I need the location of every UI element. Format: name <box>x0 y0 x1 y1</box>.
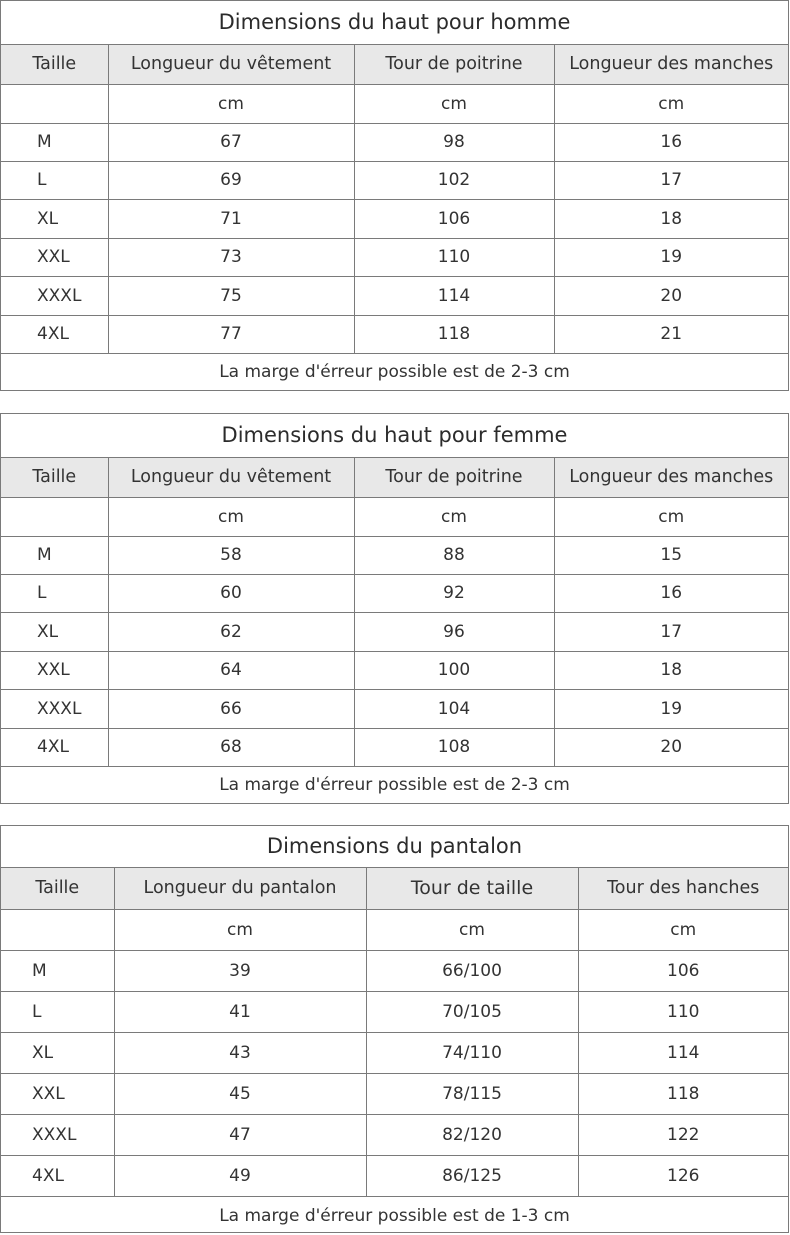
size-table-women-top <box>0 413 789 804</box>
tolerance-note: La marge d'érreur possible est de 2-3 cm <box>219 361 570 382</box>
value-cell: 64 <box>108 651 354 689</box>
unit-cell: cm <box>108 497 354 536</box>
header-row <box>1 458 788 497</box>
unit-cell <box>1 497 108 536</box>
unit-cell: cm <box>366 909 578 950</box>
value-cell: 96 <box>354 612 554 651</box>
table-row <box>1 612 788 651</box>
value-cell: 20 <box>554 728 788 766</box>
table-row <box>1 1073 788 1114</box>
size-table-pants <box>0 825 789 1233</box>
table-row <box>1 161 788 199</box>
size-cell: L <box>1 991 114 1032</box>
value-cell: 58 <box>108 536 354 574</box>
table-row <box>1 536 788 574</box>
table-row <box>1 238 788 276</box>
size-cell: XXXL <box>1 276 108 315</box>
size-cell: 4XL <box>1 728 108 766</box>
unit-cell: cm <box>354 84 554 123</box>
header-cell: Longueur des manches <box>554 458 788 497</box>
size-cell: XXXL <box>1 689 108 728</box>
unit-cell <box>1 909 114 950</box>
value-cell: 88 <box>354 536 554 574</box>
header-row <box>1 45 788 84</box>
value-cell: 41 <box>114 991 366 1032</box>
size-cell: 4XL <box>1 315 108 353</box>
table-row <box>1 276 788 315</box>
size-grid <box>1 868 788 1197</box>
unit-row <box>1 909 788 950</box>
size-cell: L <box>1 574 108 612</box>
value-cell: 110 <box>578 991 788 1032</box>
table-title: Dimensions du haut pour femme <box>1 414 788 458</box>
value-cell: 74/110 <box>366 1032 578 1073</box>
table-row <box>1 651 788 689</box>
value-cell: 67 <box>108 123 354 161</box>
value-cell: 78/115 <box>366 1073 578 1114</box>
value-cell: 92 <box>354 574 554 612</box>
value-cell: 98 <box>354 123 554 161</box>
value-cell: 17 <box>554 612 788 651</box>
table-row <box>1 574 788 612</box>
size-cell: XXL <box>1 238 108 276</box>
header-cell: Longueur du vêtement <box>108 458 354 497</box>
unit-row <box>1 497 788 536</box>
value-cell: 77 <box>108 315 354 353</box>
header-cell: Taille <box>1 458 108 497</box>
unit-cell: cm <box>554 84 788 123</box>
value-cell: 17 <box>554 161 788 199</box>
value-cell: 75 <box>108 276 354 315</box>
value-cell: 108 <box>354 728 554 766</box>
table-row <box>1 199 788 238</box>
header-cell: Tour de poitrine <box>354 45 554 84</box>
unit-cell: cm <box>354 497 554 536</box>
table-row <box>1 1032 788 1073</box>
value-cell: 118 <box>354 315 554 353</box>
value-cell: 104 <box>354 689 554 728</box>
value-cell: 102 <box>354 161 554 199</box>
value-cell: 118 <box>578 1073 788 1114</box>
size-cell: XL <box>1 612 108 651</box>
value-cell: 21 <box>554 315 788 353</box>
size-grid <box>1 45 788 354</box>
tolerance-note: La marge d'érreur possible est de 2-3 cm <box>219 774 570 795</box>
unit-cell <box>1 84 108 123</box>
table-row <box>1 1114 788 1155</box>
table-row <box>1 315 788 353</box>
value-cell: 20 <box>554 276 788 315</box>
header-cell: Taille <box>1 868 114 909</box>
value-cell: 45 <box>114 1073 366 1114</box>
size-grid <box>1 458 788 767</box>
value-cell: 19 <box>554 689 788 728</box>
value-cell: 100 <box>354 651 554 689</box>
size-cell: M <box>1 536 108 574</box>
value-cell: 106 <box>578 950 788 991</box>
size-cell: XXXL <box>1 1114 114 1155</box>
table-row <box>1 1155 788 1196</box>
table-title: Dimensions du pantalon <box>1 826 788 868</box>
unit-row <box>1 84 788 123</box>
value-cell: 60 <box>108 574 354 612</box>
size-cell: XL <box>1 1032 114 1073</box>
table-row <box>1 123 788 161</box>
value-cell: 66/100 <box>366 950 578 991</box>
table-row <box>1 728 788 766</box>
value-cell: 68 <box>108 728 354 766</box>
unit-cell: cm <box>554 497 788 536</box>
unit-cell: cm <box>108 84 354 123</box>
header-cell: Tour de taille <box>366 868 578 909</box>
header-cell: Longueur des manches <box>554 45 788 84</box>
value-cell: 106 <box>354 199 554 238</box>
value-cell: 16 <box>554 574 788 612</box>
value-cell: 114 <box>354 276 554 315</box>
value-cell: 86/125 <box>366 1155 578 1196</box>
header-cell: Longueur du vêtement <box>108 45 354 84</box>
value-cell: 47 <box>114 1114 366 1155</box>
value-cell: 114 <box>578 1032 788 1073</box>
value-cell: 49 <box>114 1155 366 1196</box>
value-cell: 70/105 <box>366 991 578 1032</box>
value-cell: 18 <box>554 651 788 689</box>
tolerance-note: La marge d'érreur possible est de 1-3 cm <box>219 1205 570 1226</box>
table-row <box>1 950 788 991</box>
value-cell: 15 <box>554 536 788 574</box>
table-row <box>1 991 788 1032</box>
header-row <box>1 868 788 909</box>
size-cell: M <box>1 123 108 161</box>
size-cell: L <box>1 161 108 199</box>
value-cell: 39 <box>114 950 366 991</box>
header-cell: Tour des hanches <box>578 868 788 909</box>
size-cell: 4XL <box>1 1155 114 1196</box>
size-table-men-top <box>0 0 789 391</box>
value-cell: 71 <box>108 199 354 238</box>
table-title: Dimensions du haut pour homme <box>1 1 788 45</box>
unit-cell: cm <box>114 909 366 950</box>
value-cell: 62 <box>108 612 354 651</box>
header-cell: Longueur du pantalon <box>114 868 366 909</box>
value-cell: 82/120 <box>366 1114 578 1155</box>
header-cell: Tour de poitrine <box>354 458 554 497</box>
value-cell: 18 <box>554 199 788 238</box>
size-cell: XXL <box>1 651 108 689</box>
size-cell: XL <box>1 199 108 238</box>
value-cell: 43 <box>114 1032 366 1073</box>
size-cell: M <box>1 950 114 991</box>
size-cell: XXL <box>1 1073 114 1114</box>
value-cell: 122 <box>578 1114 788 1155</box>
value-cell: 126 <box>578 1155 788 1196</box>
value-cell: 73 <box>108 238 354 276</box>
value-cell: 16 <box>554 123 788 161</box>
unit-cell: cm <box>578 909 788 950</box>
header-cell: Taille <box>1 45 108 84</box>
value-cell: 19 <box>554 238 788 276</box>
value-cell: 66 <box>108 689 354 728</box>
table-row <box>1 689 788 728</box>
value-cell: 110 <box>354 238 554 276</box>
value-cell: 69 <box>108 161 354 199</box>
